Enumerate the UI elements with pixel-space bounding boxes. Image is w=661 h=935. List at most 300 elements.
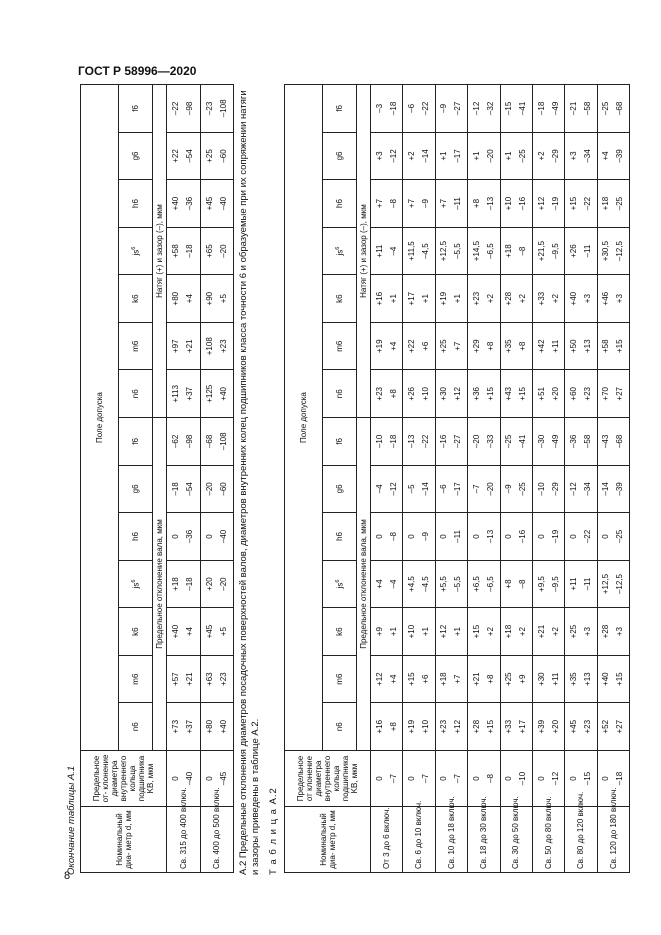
cell-m6 bbox=[200, 655, 234, 703]
cell-f6 bbox=[500, 418, 532, 466]
cell-value: 0 bbox=[407, 534, 417, 539]
cell-value: +10 bbox=[504, 196, 514, 211]
cell-value: –39 bbox=[615, 149, 625, 163]
cell-value: +15 bbox=[485, 719, 495, 734]
cell-value: +25 bbox=[204, 149, 214, 163]
cell-value: –12,5 bbox=[615, 574, 625, 595]
cell-value: 0 bbox=[374, 776, 384, 781]
cell-r-m6 bbox=[167, 322, 201, 370]
cell-value: +4,5 bbox=[407, 576, 417, 592]
cell-value: –68 bbox=[615, 101, 625, 116]
cell-value: +33 bbox=[504, 719, 514, 734]
cell-value: +15 bbox=[485, 387, 495, 401]
t2-h-r-k6: k6 bbox=[323, 275, 357, 323]
cell-r-js6 bbox=[565, 227, 597, 275]
cell-value: +35 bbox=[568, 672, 578, 686]
cell-value: –10 bbox=[374, 434, 384, 449]
cell-value: +58 bbox=[171, 244, 181, 258]
t1-h-k6: k6 bbox=[119, 608, 153, 656]
row-nominal-diameter: Св. 30 до 50 включ. bbox=[500, 807, 532, 873]
cell-value: +40 bbox=[568, 291, 578, 306]
cell-h6 bbox=[371, 513, 403, 561]
cell-r-k6 bbox=[500, 275, 532, 323]
cell-value: +1 bbox=[421, 294, 431, 304]
cell-value: –4 bbox=[388, 579, 398, 589]
cell-value: +28 bbox=[601, 624, 611, 639]
t2-h-n6: n6 bbox=[323, 703, 357, 751]
cell-r-f6 bbox=[468, 85, 500, 133]
cell-value: +8 bbox=[485, 341, 495, 351]
cell-value: +26 bbox=[568, 244, 578, 258]
cell-value: +43 bbox=[504, 387, 514, 401]
cell-value: –18 bbox=[388, 101, 398, 116]
cell-h6 bbox=[468, 513, 500, 561]
cell-r-js6 bbox=[403, 227, 435, 275]
cell-value: +60 bbox=[568, 387, 578, 401]
cell-value: 0 bbox=[471, 776, 481, 781]
table-row bbox=[565, 85, 597, 873]
cell-value: –20 bbox=[485, 482, 495, 496]
cell-k6 bbox=[500, 608, 532, 656]
cell-r-f6 bbox=[435, 85, 467, 133]
cell-value: –8 bbox=[485, 774, 495, 783]
cell-h6 bbox=[435, 513, 467, 561]
cell-r-js6 bbox=[468, 227, 500, 275]
t1-h-m6: m6 bbox=[119, 655, 153, 703]
table-row bbox=[200, 85, 234, 873]
cell-r-m6 bbox=[500, 322, 532, 370]
cell-value: +30,5 bbox=[601, 240, 611, 262]
t2-h-r-n6: n6 bbox=[323, 370, 357, 418]
cell-value: 0 bbox=[204, 776, 214, 781]
cell-value: +29 bbox=[471, 339, 481, 354]
cell-value: +1 bbox=[471, 151, 481, 161]
cell-m6 bbox=[565, 655, 597, 703]
cell-r-js6 bbox=[167, 227, 201, 275]
cell-value: +7 bbox=[439, 198, 449, 209]
table-row bbox=[167, 85, 201, 873]
cell-value: –18 bbox=[536, 101, 546, 116]
cell-value: –6,5 bbox=[485, 243, 495, 259]
cell-value: +16 bbox=[374, 291, 384, 306]
cell-value: 0 bbox=[536, 776, 546, 781]
cell-value: –39 bbox=[615, 482, 625, 496]
cell-value: +33 bbox=[536, 291, 546, 306]
cell-value: –108 bbox=[218, 99, 228, 118]
table-a1 bbox=[80, 84, 234, 873]
cell-value: +15 bbox=[615, 339, 625, 354]
cell-value: –20 bbox=[204, 482, 214, 496]
t2-h-g6: g6 bbox=[323, 465, 357, 513]
row-nominal-diameter: Св. 10 до 18 включ. bbox=[435, 807, 467, 873]
cell-value: +2 bbox=[518, 294, 528, 304]
row-nominal-diameter: От 3 до 6 включ. bbox=[371, 807, 403, 873]
cell-value: +108 bbox=[204, 337, 214, 356]
cell-r-js6 bbox=[500, 227, 532, 275]
cell-k6 bbox=[167, 608, 201, 656]
cell-value: +8 bbox=[504, 579, 514, 589]
cell-value: +45 bbox=[204, 624, 214, 639]
cell-value: –25 bbox=[518, 482, 528, 496]
cell-value: +8 bbox=[518, 341, 528, 351]
cell-value: +21 bbox=[185, 339, 195, 354]
cell-value: +28 bbox=[471, 719, 481, 734]
cell-r-f6 bbox=[200, 85, 234, 133]
cell-value: –9 bbox=[421, 199, 431, 208]
cell-value: +20 bbox=[204, 577, 214, 591]
cell-value: +125 bbox=[204, 384, 214, 403]
cell-r-m6 bbox=[435, 322, 467, 370]
cell-value: –8 bbox=[518, 579, 528, 589]
t1-sub-right: Натяг (+) и зазор (–), мкм bbox=[153, 85, 167, 418]
cell-value: +22 bbox=[407, 339, 417, 354]
cell-r-n6 bbox=[565, 370, 597, 418]
row-nominal-diameter: Св. 6 до 10 включ. bbox=[403, 807, 435, 873]
cell-value: +7 bbox=[407, 198, 417, 209]
cell-h6 bbox=[565, 513, 597, 561]
cell-value: +30 bbox=[439, 387, 449, 401]
cell-value: 0 bbox=[568, 534, 578, 539]
t1-h-r-f6: f6 bbox=[119, 85, 153, 133]
cell-value: +2 bbox=[485, 627, 495, 637]
cell-value: +27 bbox=[615, 719, 625, 734]
t2-sub-right: Натяг (+) и зазор (–), мкм bbox=[357, 85, 371, 418]
cell-dev bbox=[371, 751, 403, 807]
cell-value: +22 bbox=[171, 149, 181, 163]
cell-value: –17 bbox=[453, 482, 463, 496]
cell-r-g6 bbox=[200, 132, 234, 180]
cell-value: +36 bbox=[471, 387, 481, 401]
cell-k6 bbox=[371, 608, 403, 656]
cell-value: –29 bbox=[550, 149, 560, 163]
row-nominal-diameter: Св. 50 до 80 включ. bbox=[532, 807, 564, 873]
cell-value: –34 bbox=[582, 149, 592, 163]
cell-value: +58 bbox=[601, 339, 611, 354]
cell-value: +17 bbox=[518, 719, 528, 734]
cell-k6 bbox=[597, 608, 629, 656]
cell-r-n6 bbox=[371, 370, 403, 418]
cell-m6 bbox=[403, 655, 435, 703]
t2-h-f6: f6 bbox=[323, 418, 357, 466]
cell-value: –18 bbox=[185, 244, 195, 258]
cell-value: –22 bbox=[582, 196, 592, 211]
t2-h-r-h6: h6 bbox=[323, 180, 357, 228]
cell-r-g6 bbox=[597, 132, 629, 180]
cell-value: –12 bbox=[388, 482, 398, 496]
cell-value: –18 bbox=[615, 771, 625, 786]
cell-r-g6 bbox=[371, 132, 403, 180]
cell-value: –41 bbox=[518, 101, 528, 116]
cell-value: –20 bbox=[218, 577, 228, 591]
table-row bbox=[403, 85, 435, 873]
cell-value: +9 bbox=[374, 627, 384, 637]
cell-value: –22 bbox=[171, 101, 181, 116]
cell-value: –36 bbox=[185, 529, 195, 544]
cell-r-h6 bbox=[468, 180, 500, 228]
cell-value: –22 bbox=[421, 101, 431, 116]
cell-value: +4 bbox=[601, 151, 611, 161]
cell-value: –9,5 bbox=[550, 576, 560, 592]
cell-value: –5,5 bbox=[453, 576, 463, 592]
cell-value: +1 bbox=[421, 627, 431, 637]
table1-caption: Окончание таблицы А.1 bbox=[66, 765, 77, 875]
cell-value: +8 bbox=[388, 389, 398, 399]
cell-value: +1 bbox=[388, 627, 398, 637]
cell-dev bbox=[403, 751, 435, 807]
cell-value: –4,5 bbox=[421, 243, 431, 259]
cell-value: +18 bbox=[439, 672, 449, 686]
cell-r-k6 bbox=[468, 275, 500, 323]
cell-value: –22 bbox=[421, 434, 431, 449]
cell-value: –27 bbox=[453, 434, 463, 449]
cell-value: +5 bbox=[218, 294, 228, 304]
cell-r-n6 bbox=[167, 370, 201, 418]
cell-value: –40 bbox=[185, 771, 195, 786]
cell-js6 bbox=[500, 560, 532, 608]
cell-r-js6 bbox=[532, 227, 564, 275]
cell-g6 bbox=[500, 465, 532, 513]
cell-value: +11 bbox=[568, 577, 578, 591]
cell-value: +26 bbox=[407, 387, 417, 401]
cell-js6 bbox=[167, 560, 201, 608]
cell-value: –108 bbox=[218, 432, 228, 451]
cell-value: +19 bbox=[374, 339, 384, 354]
cell-value: +23 bbox=[471, 291, 481, 306]
table-a2 bbox=[284, 84, 630, 873]
cell-value: +15 bbox=[407, 672, 417, 686]
cell-value: –13 bbox=[485, 529, 495, 544]
cell-value: –16 bbox=[439, 434, 449, 449]
cell-value: +12,5 bbox=[601, 573, 611, 595]
cell-value: –17 bbox=[453, 149, 463, 163]
cell-value: +23 bbox=[582, 719, 592, 734]
t1-h-h6: h6 bbox=[119, 513, 153, 561]
cell-value: –20 bbox=[471, 434, 481, 449]
cell-value: –4 bbox=[388, 246, 398, 256]
cell-f6 bbox=[167, 418, 201, 466]
cell-value: +1 bbox=[388, 294, 398, 304]
cell-r-n6 bbox=[403, 370, 435, 418]
cell-value: –16 bbox=[518, 529, 528, 544]
cell-value: –9 bbox=[421, 532, 431, 541]
cell-r-h6 bbox=[597, 180, 629, 228]
cell-value: +12 bbox=[374, 672, 384, 686]
cell-value: +13 bbox=[582, 672, 592, 686]
t2-h-r-m6: m6 bbox=[323, 322, 357, 370]
cell-value: +13 bbox=[582, 339, 592, 354]
cell-value: –19 bbox=[550, 529, 560, 544]
cell-g6 bbox=[200, 465, 234, 513]
cell-n6 bbox=[167, 703, 201, 751]
cell-js6 bbox=[565, 560, 597, 608]
cell-value: +25 bbox=[439, 339, 449, 354]
cell-r-f6 bbox=[597, 85, 629, 133]
cell-value: –34 bbox=[582, 482, 592, 496]
cell-value: +2 bbox=[518, 627, 528, 637]
table2-caption: Т а б л и ц а А.2 bbox=[268, 787, 279, 875]
cell-value: –36 bbox=[568, 434, 578, 449]
cell-value: +8 bbox=[388, 722, 398, 732]
cell-r-h6 bbox=[403, 180, 435, 228]
cell-r-js6 bbox=[371, 227, 403, 275]
t2-h-h6: h6 bbox=[323, 513, 357, 561]
cell-value: –36 bbox=[185, 196, 195, 211]
cell-value: +11 bbox=[374, 244, 384, 258]
row-nominal-diameter: Св. 18 до 30 включ. bbox=[468, 807, 500, 873]
cell-r-k6 bbox=[167, 275, 201, 323]
cell-value: +1 bbox=[453, 294, 463, 304]
cell-value: –12 bbox=[550, 771, 560, 786]
cell-value: –25 bbox=[601, 101, 611, 116]
cell-value: 0 bbox=[374, 534, 384, 539]
cell-value: –11 bbox=[453, 197, 463, 210]
t1-h-r-h6: h6 bbox=[119, 180, 153, 228]
cell-r-h6 bbox=[532, 180, 564, 228]
cell-r-js6 bbox=[597, 227, 629, 275]
cell-value: –25 bbox=[615, 196, 625, 211]
cell-value: –8 bbox=[388, 199, 398, 208]
cell-value: +21 bbox=[185, 672, 195, 686]
cell-value: +73 bbox=[171, 719, 181, 734]
cell-r-f6 bbox=[565, 85, 597, 133]
cell-value: +3 bbox=[582, 627, 592, 637]
cell-value: +3 bbox=[568, 151, 578, 161]
cell-js6 bbox=[403, 560, 435, 608]
cell-value: +16 bbox=[374, 719, 384, 734]
cell-k6 bbox=[565, 608, 597, 656]
cell-value: –45 bbox=[218, 771, 228, 786]
cell-r-k6 bbox=[435, 275, 467, 323]
cell-value: +10 bbox=[421, 719, 431, 734]
cell-value: –43 bbox=[601, 434, 611, 449]
cell-r-h6 bbox=[500, 180, 532, 228]
cell-value: +65 bbox=[204, 244, 214, 258]
cell-value: +23 bbox=[218, 339, 228, 354]
cell-r-h6 bbox=[200, 180, 234, 228]
rotated-content bbox=[62, 85, 632, 875]
t1-h-f6: f6 bbox=[119, 418, 153, 466]
cell-r-h6 bbox=[371, 180, 403, 228]
cell-value: 0 bbox=[471, 534, 481, 539]
cell-value: +45 bbox=[204, 196, 214, 211]
cell-value: +4 bbox=[388, 341, 398, 351]
cell-value: –41 bbox=[518, 434, 528, 449]
cell-value: –29 bbox=[550, 482, 560, 496]
cell-value: –5 bbox=[407, 484, 417, 494]
cell-r-f6 bbox=[167, 85, 201, 133]
cell-value: –9 bbox=[504, 484, 514, 494]
cell-value: +2 bbox=[407, 151, 417, 161]
cell-value: +7 bbox=[453, 341, 463, 351]
cell-value: +12 bbox=[439, 624, 449, 639]
cell-js6 bbox=[532, 560, 564, 608]
cell-g6 bbox=[167, 465, 201, 513]
cell-value: +18 bbox=[504, 244, 514, 258]
cell-value: +113 bbox=[171, 385, 181, 403]
cell-value: –14 bbox=[601, 482, 611, 496]
cell-m6 bbox=[435, 655, 467, 703]
cell-n6 bbox=[371, 703, 403, 751]
t1-group-field: Поле допуска bbox=[81, 85, 119, 751]
cell-k6 bbox=[403, 608, 435, 656]
cell-value: –3 bbox=[374, 103, 384, 113]
cell-value: +21,5 bbox=[536, 240, 546, 262]
cell-h6 bbox=[597, 513, 629, 561]
cell-n6 bbox=[200, 703, 234, 751]
cell-r-g6 bbox=[435, 132, 467, 180]
cell-r-js6 bbox=[435, 227, 467, 275]
cell-n6 bbox=[500, 703, 532, 751]
cell-value: +70 bbox=[601, 387, 611, 401]
t2-h-r-f6: f6 bbox=[323, 85, 357, 133]
t1-sub-left: Предельное отклонение вала, мкм bbox=[153, 418, 167, 751]
cell-value: +80 bbox=[204, 719, 214, 734]
cell-value: +8 bbox=[471, 198, 481, 209]
cell-r-k6 bbox=[371, 275, 403, 323]
cell-value: +52 bbox=[601, 719, 611, 734]
cell-value: +3 bbox=[615, 627, 625, 637]
cell-h6 bbox=[500, 513, 532, 561]
cell-value: –6 bbox=[439, 484, 449, 494]
cell-r-f6 bbox=[403, 85, 435, 133]
cell-value: –49 bbox=[550, 101, 560, 116]
t2-col-nominal: Номинальный диа- метр d, мм bbox=[285, 807, 371, 873]
cell-r-h6 bbox=[435, 180, 467, 228]
cell-value: –11 bbox=[582, 244, 592, 258]
row-nominal-diameter: Св. 80 до 120 включ. bbox=[565, 807, 597, 873]
cell-value: –18 bbox=[388, 434, 398, 449]
cell-r-n6 bbox=[200, 370, 234, 418]
cell-value: –22 bbox=[582, 529, 592, 544]
cell-value: +40 bbox=[171, 196, 181, 211]
cell-r-g6 bbox=[403, 132, 435, 180]
cell-n6 bbox=[435, 703, 467, 751]
cell-value: –15 bbox=[582, 771, 592, 786]
cell-value: –18 bbox=[171, 482, 181, 496]
cell-h6 bbox=[532, 513, 564, 561]
cell-value: –30 bbox=[536, 434, 546, 449]
cell-value: +63 bbox=[204, 672, 214, 686]
cell-h6 bbox=[200, 513, 234, 561]
cell-value: +9 bbox=[518, 674, 528, 684]
cell-value: –20 bbox=[218, 244, 228, 258]
cell-r-h6 bbox=[565, 180, 597, 228]
cell-value: +57 bbox=[171, 672, 181, 686]
t2-h-k6: k6 bbox=[323, 608, 357, 656]
t2-h-m6: m6 bbox=[323, 655, 357, 703]
t1-h-r-m6: m6 bbox=[119, 322, 153, 370]
cell-value: +6 bbox=[421, 341, 431, 351]
cell-n6 bbox=[597, 703, 629, 751]
cell-r-g6 bbox=[500, 132, 532, 180]
cell-value: 0 bbox=[601, 534, 611, 539]
cell-value: +97 bbox=[171, 339, 181, 354]
cell-value: 0 bbox=[407, 776, 417, 781]
table-row bbox=[532, 85, 564, 873]
cell-r-n6 bbox=[468, 370, 500, 418]
cell-r-f6 bbox=[371, 85, 403, 133]
cell-value: –54 bbox=[185, 482, 195, 496]
cell-value: +14,5 bbox=[471, 240, 481, 262]
cell-value: –60 bbox=[218, 482, 228, 496]
cell-r-g6 bbox=[565, 132, 597, 180]
cell-value: 0 bbox=[171, 534, 181, 539]
cell-g6 bbox=[532, 465, 564, 513]
cell-r-k6 bbox=[597, 275, 629, 323]
cell-value: +11 bbox=[550, 672, 560, 686]
cell-value: +23 bbox=[374, 387, 384, 401]
cell-value: –12 bbox=[471, 101, 481, 116]
